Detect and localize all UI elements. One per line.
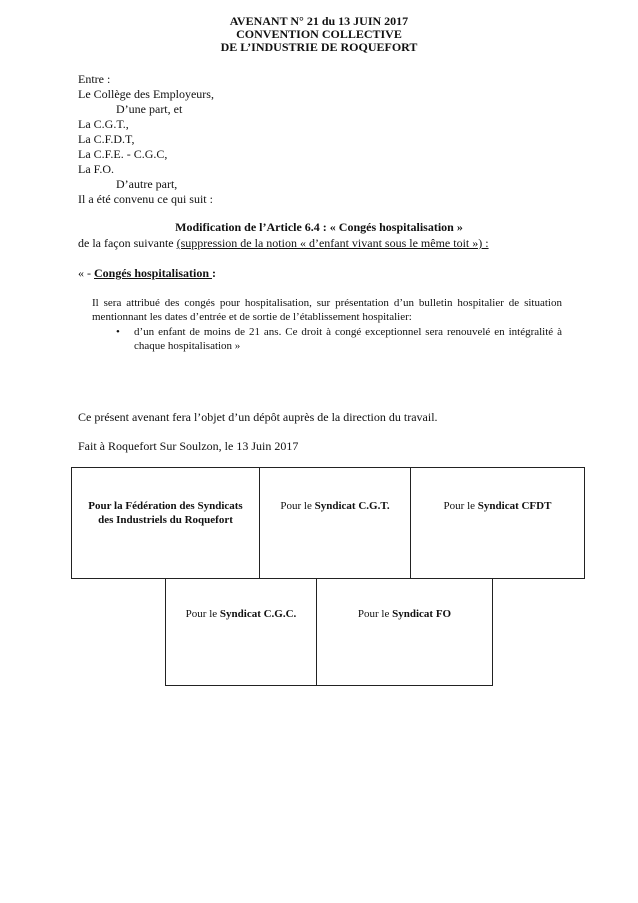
parties-cfe-cgc: La C.F.E. - C.G.C,	[78, 147, 168, 161]
signature-pour-le: Pour le	[443, 500, 478, 512]
signature-label-fo	[317, 579, 492, 621]
signature-pour-le: Pour le	[185, 608, 220, 620]
article-heading-colon: :	[212, 266, 217, 280]
signature-name-cfdt: Syndicat CFDT	[477, 500, 552, 512]
signature-pour-le: Pour le	[357, 608, 393, 620]
article-paragraph: Il sera attribué des congés pour hospitalisation, sur présentation d’un bulletin hospitalier de situation mentionnant les dates d’entrée et de sortie de l’établissement hospitalier:	[92, 297, 562, 323]
parties-cgt: La C.G.T.,	[78, 117, 129, 131]
signature-box-fo	[316, 578, 493, 686]
document-subtitle: CONVENTION COLLECTIVE	[236, 27, 402, 41]
signature-name-cgt: Syndicat C.G.T.	[314, 500, 390, 512]
signature-box-federation	[71, 467, 260, 579]
parties-une-part: D’une part, et	[116, 102, 183, 116]
signature-box-cgt	[259, 467, 411, 579]
signature-label-cgt	[260, 468, 410, 513]
document-title: AVENANT N° 21 du 13 JUIN 2017	[229, 14, 409, 28]
modification-intro	[78, 236, 489, 251]
article-open-quote: « -	[78, 266, 94, 280]
signature-label-federation: Pour la Fédération des Syndicats des Industriels du Roquefort	[88, 500, 243, 526]
parties-cfdt: La C.F.D.T,	[78, 132, 135, 146]
article-bullet-text: d’un enfant de moins de 21 ans. Ce droit à congé exceptionnel sera renouvelé en intégralité à chaque hospitalisation »	[134, 326, 562, 352]
closing-depot: Ce présent avenant fera l’objet d’un dépôt auprès de la direction du travail.	[78, 410, 438, 424]
article-heading-line	[78, 266, 216, 281]
signature-box-cfdt	[410, 467, 585, 579]
modification-intro-note: (suppression de la notion « d’enfant vivant sous le même toit ») :	[176, 236, 489, 250]
signature-label-cfdt	[411, 468, 584, 513]
bullet-dot-icon: •	[116, 326, 120, 338]
modification-title: Modification de l’Article 6.4 : « Congés hospitalisation »	[175, 220, 463, 234]
parties-employeurs: Le Collège des Employeurs,	[78, 87, 214, 101]
signature-pour-le: Pour le	[280, 500, 315, 512]
parties-fo: La F.O.	[78, 162, 115, 176]
article-heading: Congés hospitalisation	[94, 266, 213, 280]
parties-convenu: Il a été convenu ce qui suit :	[78, 192, 213, 206]
signature-label-cgc	[166, 579, 316, 621]
signature-box-cgc	[165, 578, 317, 686]
document-subtitle-industry: DE L’INDUSTRIE DE ROQUEFORT	[220, 40, 418, 54]
closing-fait: Fait à Roquefort Sur Soulzon, le 13 Juin 2017	[78, 439, 299, 453]
signature-name-cgc: Syndicat C.G.C.	[219, 608, 297, 620]
signature-name-fo: Syndicat FO	[392, 608, 452, 620]
article-bullet	[116, 325, 562, 353]
parties-entre: Entre :	[78, 72, 111, 86]
parties-autre-part: D’autre part,	[116, 177, 178, 191]
modification-intro-text: de la façon suivante	[78, 236, 177, 250]
